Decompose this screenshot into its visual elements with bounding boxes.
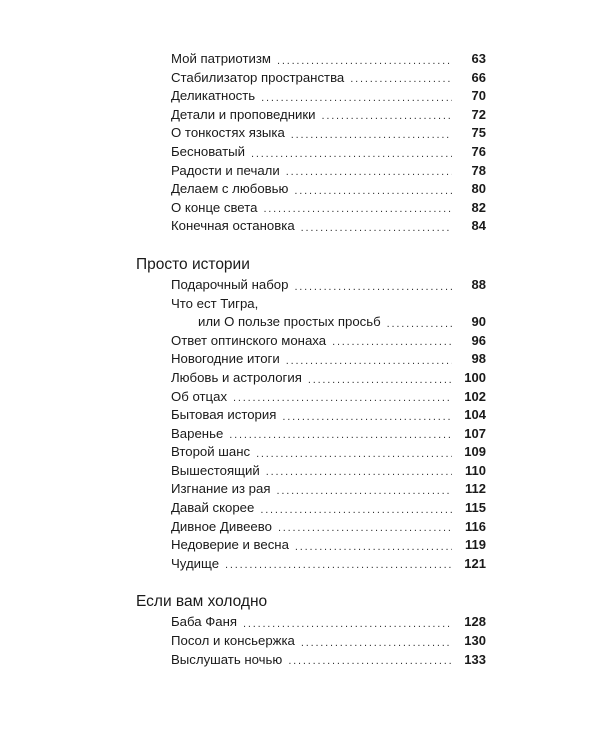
toc-entry-title: Второй шанс: [171, 444, 251, 460]
toc-entry: [136, 87, 486, 106]
toc-entry-title: Мой патриотизм: [171, 51, 271, 66]
toc-entry-title: Стабилизатор пространства: [171, 69, 345, 85]
toc-entry: [136, 499, 486, 518]
toc-entry: [136, 162, 486, 181]
toc-entry: [136, 406, 486, 425]
dot-leader: [301, 220, 452, 236]
toc-entry-first-line: [136, 295, 486, 314]
dot-leader: [308, 372, 452, 388]
toc-entry: [136, 555, 486, 574]
toc-entry: [136, 217, 486, 236]
toc-entry-title: Вышестоящий: [171, 462, 260, 478]
dot-leader: [288, 653, 452, 669]
toc-page-number: 110: [465, 462, 486, 478]
toc-entry: [136, 369, 486, 388]
toc-page-number: 115: [465, 500, 486, 516]
section-heading: Если вам холодно: [136, 593, 268, 611]
dot-leader: [350, 71, 452, 87]
dot-leader: [243, 616, 452, 632]
toc-entry-title: Варенье: [171, 425, 224, 441]
toc-entry-title: Радости и печали: [171, 162, 280, 178]
section-heading: Просто истории: [136, 255, 250, 273]
toc-entry-subtitle: или О пользе простых просьб: [198, 314, 381, 330]
dot-leader: [301, 635, 452, 651]
toc-entry-title: Бесноватый: [171, 143, 245, 159]
toc-page-number: 84: [471, 218, 486, 234]
dot-leader: [286, 164, 452, 180]
toc-entry-title: Давай скорее: [171, 500, 255, 516]
dot-leader: [294, 183, 452, 199]
dot-leader: [282, 409, 452, 425]
dot-leader: [294, 279, 452, 295]
toc-page-number: 90: [471, 314, 486, 330]
toc-entry-continuation: [136, 313, 486, 332]
toc-entry: [136, 536, 486, 555]
table-of-contents: [136, 50, 486, 669]
toc-page-number: 116: [465, 518, 486, 534]
dot-leader: [261, 90, 452, 106]
toc-page-number: 133: [464, 651, 486, 667]
toc-entry-title: Об отцах: [171, 388, 228, 404]
toc-page-number: 72: [471, 106, 486, 122]
toc-entry: [136, 651, 486, 670]
toc-entry: [136, 632, 486, 651]
dot-leader: [332, 334, 452, 350]
dot-leader: [277, 483, 453, 499]
toc-page-number: 98: [471, 351, 486, 367]
toc-entry: [136, 332, 486, 351]
dot-leader: [266, 464, 452, 480]
toc-page-number: 100: [464, 369, 486, 385]
toc-page-number: 119: [465, 537, 486, 553]
toc-page-number: 66: [471, 69, 486, 85]
toc-entry: [136, 276, 486, 295]
dot-leader: [233, 390, 452, 406]
toc-page-number: 107: [464, 425, 486, 441]
toc-entry: [136, 180, 486, 199]
toc-entry-title: Недоверие и весна: [171, 537, 289, 553]
dot-leader: [260, 502, 452, 518]
toc-entry-title: Делаем с любовью: [171, 181, 289, 197]
toc-entry-title: Чудище: [171, 555, 220, 571]
toc-entry-title: О тонкостях языка: [171, 125, 285, 141]
dot-leader: [286, 353, 452, 369]
toc-entry-title: Подарочный набор: [171, 276, 289, 292]
toc-entry: [136, 388, 486, 407]
toc-page-number: 88: [471, 276, 486, 292]
toc-page-number: 63: [471, 51, 486, 66]
toc-page-number: 76: [471, 143, 486, 159]
toc-entry-title: Ответ оптинского монаха: [171, 332, 327, 348]
toc-entry-title: Изгнание из рая: [171, 481, 271, 497]
toc-entry-title: Любовь и астрология: [171, 369, 302, 385]
toc-entry: [136, 518, 486, 537]
toc-entry: [136, 425, 486, 444]
toc-entry-title: Выслушать ночью: [171, 651, 283, 667]
dot-leader: [291, 127, 452, 143]
toc-entry: [136, 462, 486, 481]
toc-page-number: 130: [464, 633, 486, 649]
toc-page-number: 102: [464, 388, 486, 404]
toc-entry: [136, 480, 486, 499]
toc-entry: [136, 143, 486, 162]
toc-entry-title: Бытовая история: [171, 407, 277, 423]
toc-page-number: 109: [464, 444, 486, 460]
toc-entry-title: Детали и проповедники: [171, 106, 316, 122]
dot-leader: [229, 427, 452, 443]
toc-page-number: 96: [471, 332, 486, 348]
dot-leader: [321, 108, 452, 124]
toc-entry-title: Новогодние итоги: [171, 351, 280, 367]
dot-leader: [277, 53, 452, 69]
dot-leader: [256, 446, 452, 462]
dot-leader: [251, 146, 452, 162]
toc-page-number: 121: [464, 555, 486, 571]
toc-entry-title: Что ест Тигра,: [171, 295, 259, 311]
toc-entry-title: Конечная остановка: [171, 218, 295, 234]
dot-leader: [295, 539, 452, 555]
toc-entry: [136, 443, 486, 462]
toc-entry-title: Деликатность: [171, 88, 256, 104]
toc-page-number: 78: [471, 162, 486, 178]
toc-page-number: 104: [464, 407, 486, 423]
toc-entry: [136, 106, 486, 125]
dot-leader: [225, 557, 452, 573]
toc-page-number: 70: [471, 88, 486, 104]
toc-entry: [136, 69, 486, 88]
toc-page-number: 80: [471, 181, 486, 197]
toc-page-number: 128: [464, 614, 486, 630]
dot-leader: [263, 201, 452, 217]
toc-page-number: 82: [471, 199, 486, 215]
toc-entry-title: Баба Фаня: [171, 614, 238, 630]
toc-entry-title: Дивное Дивеево: [171, 518, 272, 534]
toc-entry: [136, 50, 486, 69]
toc-entry: [136, 350, 486, 369]
toc-entry-title: Посол и консьержка: [171, 633, 295, 649]
toc-entry: [136, 124, 486, 143]
toc-page-number: 75: [471, 125, 486, 141]
toc-entry: [136, 199, 486, 218]
toc-entry: [136, 613, 486, 632]
toc-page-number: 112: [465, 481, 486, 497]
toc-entry-title: О конце света: [171, 199, 258, 215]
dot-leader: [278, 520, 452, 536]
dot-leader: [387, 316, 452, 332]
